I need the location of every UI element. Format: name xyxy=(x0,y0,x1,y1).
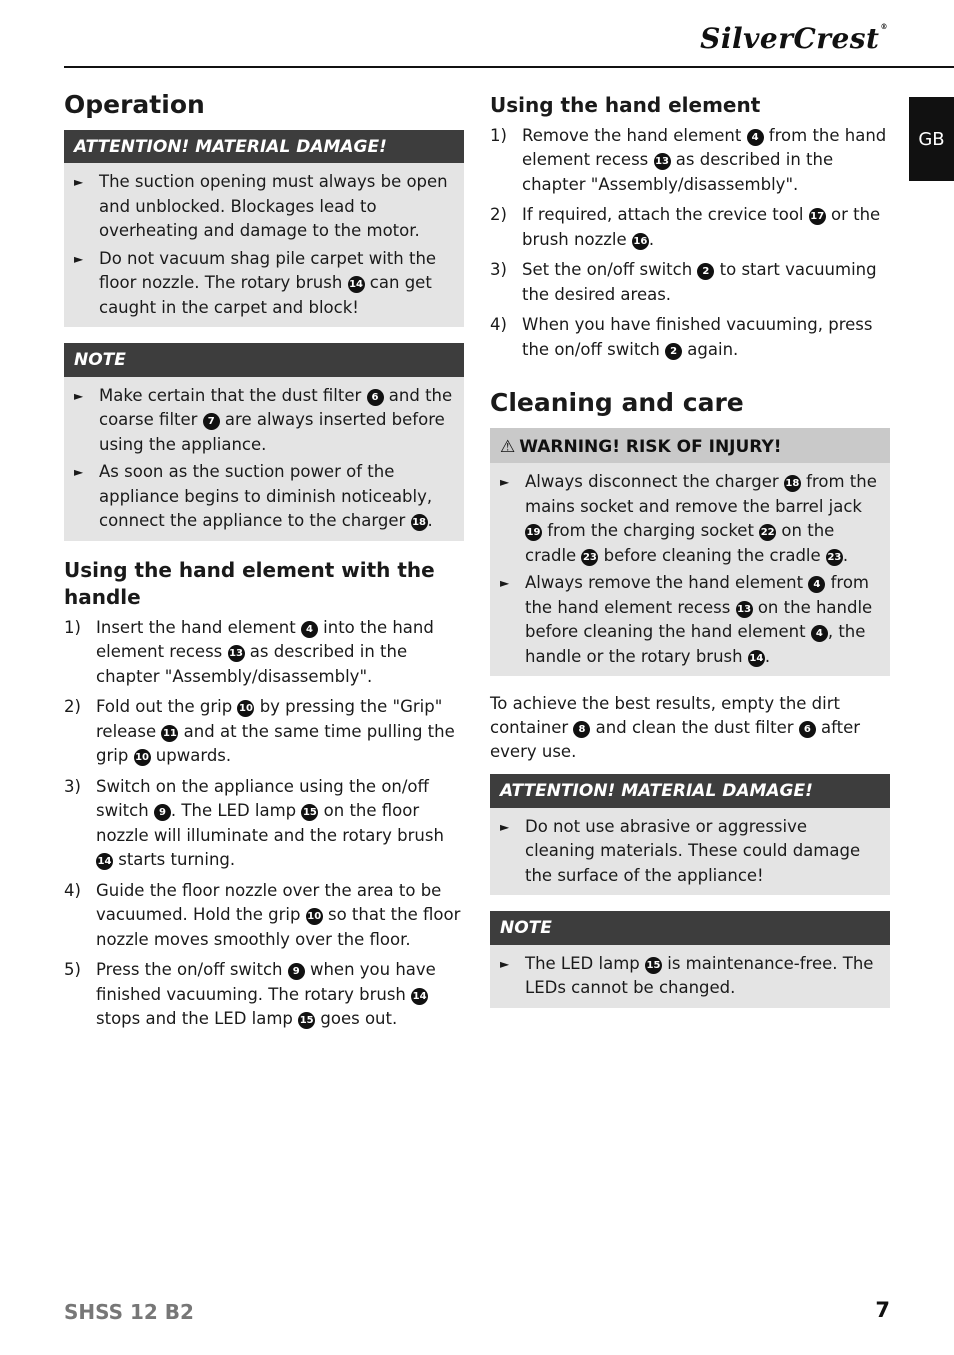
bullet-list xyxy=(64,377,464,541)
text-segment: and clean the dust filter xyxy=(590,718,799,738)
text-segment: If required, attach the crevice tool xyxy=(522,205,809,225)
callout-number-icon: 13 xyxy=(654,153,671,170)
subsection-title-handle: Using the hand element with the handle xyxy=(64,557,435,610)
step-item xyxy=(490,313,890,362)
left-column xyxy=(64,90,464,1038)
bullet-item xyxy=(500,815,882,889)
callout-number-icon: 17 xyxy=(809,208,826,225)
callout-number-icon: 16 xyxy=(632,233,649,250)
callout-number-icon: 13 xyxy=(228,645,245,662)
text-segment: The LED lamp xyxy=(525,953,645,973)
callout-number-icon: 11 xyxy=(161,725,178,742)
note-box-title: NOTE xyxy=(64,343,464,376)
text-segment: after every use. xyxy=(490,718,861,762)
attention-box-title: ATTENTION! MATERIAL DAMAGE! xyxy=(64,130,464,163)
step-number: 4) xyxy=(64,880,81,900)
registered-mark: ® xyxy=(880,22,888,31)
subsection-title-hand-element: Using the hand element xyxy=(490,93,761,117)
note-box-cleaning xyxy=(490,911,890,1007)
text-segment: . xyxy=(842,545,849,565)
bullet-arrow-icon: ► xyxy=(500,475,510,490)
text-segment: from the hand element recess xyxy=(525,573,869,617)
text-segment: . xyxy=(764,646,771,666)
bullet-arrow-icon: ► xyxy=(500,956,510,971)
bullet-item xyxy=(500,952,882,1001)
text-segment: As soon as the suction power of the appliance begins to diminish noticeably, connect the appliance to the charger xyxy=(99,462,433,531)
bullet-arrow-icon: ► xyxy=(74,465,84,480)
section-title-operation: Operation xyxy=(64,90,205,119)
callout-number-icon: 8 xyxy=(573,721,590,738)
callout-number-icon: 4 xyxy=(747,129,764,146)
text-segment: on the cradle xyxy=(525,521,835,565)
text-segment: and the coarse filter xyxy=(99,385,453,430)
text-segment: , the handle or the rotary brush xyxy=(525,622,866,666)
callout-number-icon: 10 xyxy=(306,908,323,925)
callout-number-icon: 19 xyxy=(525,524,542,541)
callout-number-icon: 10 xyxy=(237,700,254,717)
step-item xyxy=(64,879,464,953)
callout-number-icon: 23 xyxy=(826,549,843,566)
text-segment: Set the on/off switch xyxy=(522,260,698,280)
text-segment: to start vacuuming the desired areas. xyxy=(522,260,877,304)
bullet-arrow-icon: ► xyxy=(74,175,84,190)
text-segment: from the mains socket and remove the barrel jack xyxy=(525,472,877,516)
text-segment: or the brush nozzle xyxy=(522,205,881,249)
text-segment: When you have finished vacuuming, press the on/off switch xyxy=(522,315,873,359)
bullet-arrow-icon: ► xyxy=(74,251,84,266)
step-number: 1) xyxy=(490,125,507,145)
text-segment: goes out. xyxy=(315,1009,398,1029)
text-segment: when you have finished vacuuming. The rotary brush xyxy=(96,960,436,1004)
step-number: 3) xyxy=(490,260,507,280)
step-item xyxy=(490,258,890,307)
callout-number-icon: 15 xyxy=(298,1012,315,1029)
callout-number-icon: 2 xyxy=(697,263,714,280)
callout-number-icon: 6 xyxy=(799,721,816,738)
step-item xyxy=(64,775,464,873)
callout-number-icon: 4 xyxy=(808,576,825,593)
step-number: 3) xyxy=(64,776,81,796)
text-segment: as described in the chapter "Assembly/disassembly". xyxy=(522,150,834,194)
callout-number-icon: 9 xyxy=(154,804,171,821)
brand-logo xyxy=(700,22,888,55)
callout-number-icon: 4 xyxy=(301,621,318,638)
text-segment: from the charging socket xyxy=(542,521,760,541)
text-segment: To achieve the best results, empty the dirt container xyxy=(490,694,840,738)
text-segment: . The LED lamp xyxy=(170,801,302,821)
text-segment: from the hand element recess xyxy=(522,125,887,170)
text-segment: stops and the LED lamp xyxy=(96,1009,299,1029)
text-segment: by pressing the "Grip" release xyxy=(96,697,443,741)
callout-number-icon: 18 xyxy=(784,475,801,492)
brand-logo-text: SilverCrest xyxy=(700,22,880,55)
text-segment: Do not use abrasive or aggressive cleaning materials. These could damage the surface of the appliance! xyxy=(525,816,861,885)
warning-box-title xyxy=(490,428,890,463)
text-segment: and at the same time pulling the grip xyxy=(96,721,455,766)
text-segment: on the floor nozzle will illuminate and the rotary brush xyxy=(96,801,444,845)
callout-number-icon: 15 xyxy=(301,804,318,821)
step-item xyxy=(64,616,464,690)
text-segment: . xyxy=(648,229,655,249)
callout-number-icon: 14 xyxy=(96,853,113,870)
note-box-operation xyxy=(64,343,464,540)
callout-number-icon: 7 xyxy=(203,413,220,430)
step-number: 2) xyxy=(490,205,507,225)
text-segment: are always inserted before using the appliance. xyxy=(99,410,445,454)
bullet-list xyxy=(490,808,890,896)
text-segment: Make certain that the dust filter xyxy=(99,385,367,405)
bullet-item xyxy=(500,571,882,669)
text-segment: so that the floor nozzle moves smoothly over the floor. xyxy=(96,905,461,949)
attention-box-cleaning xyxy=(490,774,890,895)
text-segment: Switch on the appliance using the on/off switch xyxy=(96,776,429,821)
section-title-cleaning: Cleaning and care xyxy=(490,388,744,418)
callout-number-icon: 14 xyxy=(348,276,365,293)
callout-number-icon: 15 xyxy=(645,957,662,974)
bullet-list xyxy=(64,163,464,327)
callout-number-icon: 14 xyxy=(411,988,428,1005)
step-list xyxy=(64,616,464,1032)
callout-number-icon: 14 xyxy=(748,650,765,667)
text-segment: upwards. xyxy=(150,746,232,766)
step-number: 4) xyxy=(490,315,507,335)
text-segment: Remove the hand element xyxy=(522,125,747,145)
text-segment: Insert the hand element xyxy=(96,617,301,637)
callout-number-icon: 9 xyxy=(288,963,305,980)
warning-triangle-icon: ⚠ xyxy=(500,437,516,458)
callout-number-icon: 2 xyxy=(665,343,682,360)
bullet-item xyxy=(74,460,456,534)
text-segment: as described in the chapter "Assembly/disassembly". xyxy=(96,642,408,686)
text-segment: before cleaning the cradle xyxy=(598,545,826,565)
right-column xyxy=(490,90,890,1024)
bullet-item xyxy=(74,247,456,321)
text-segment: on the handle before cleaning the hand element xyxy=(525,597,873,642)
step-number: 5) xyxy=(64,960,81,980)
text-segment: starts turning. xyxy=(113,850,236,870)
note-box-title: NOTE xyxy=(490,911,890,944)
step-item xyxy=(490,124,890,198)
page-number: 7 xyxy=(875,1298,890,1322)
text-segment: Fold out the grip xyxy=(96,697,238,717)
text-segment: into the hand element recess xyxy=(96,617,434,662)
language-tab: GB xyxy=(909,97,954,181)
bullet-arrow-icon: ► xyxy=(500,819,510,834)
callout-number-icon: 13 xyxy=(736,601,753,618)
text-segment: again. xyxy=(682,339,739,359)
text-segment: Always remove the hand element xyxy=(525,573,809,593)
step-item xyxy=(64,695,464,769)
callout-number-icon: 22 xyxy=(759,524,776,541)
bullet-arrow-icon: ► xyxy=(500,576,510,591)
step-item xyxy=(64,958,464,1032)
warning-box-title-text: WARNING! RISK OF INJURY! xyxy=(519,437,782,458)
step-number: 2) xyxy=(64,697,81,717)
text-segment: Always disconnect the charger xyxy=(525,472,784,492)
callout-number-icon: 23 xyxy=(581,549,598,566)
bullet-item xyxy=(74,384,456,458)
callout-number-icon: 6 xyxy=(367,389,384,406)
callout-number-icon: 4 xyxy=(811,625,828,642)
callout-number-icon: 10 xyxy=(134,749,151,766)
text-segment: . xyxy=(427,511,433,531)
text-segment: Do not vacuum shag pile carpet with the floor nozzle. The rotary brush xyxy=(99,248,437,293)
text-segment: can get caught in the carpet and block! xyxy=(99,273,432,317)
step-number: 1) xyxy=(64,617,81,637)
attention-box-title: ATTENTION! MATERIAL DAMAGE! xyxy=(490,774,890,807)
cleaning-paragraph xyxy=(490,692,890,764)
text-segment: is maintenance-free. The LEDs cannot be changed. xyxy=(525,953,874,998)
bullet-list xyxy=(490,945,890,1008)
text-segment: The suction opening must always be open and unblocked. Blockages lead to overheating and damage to the motor. xyxy=(99,172,448,241)
bullet-list xyxy=(490,463,890,676)
callout-number-icon: 18 xyxy=(411,514,428,531)
warning-box-cleaning xyxy=(490,428,890,676)
attention-box-operation xyxy=(64,130,464,327)
bullet-arrow-icon: ► xyxy=(74,388,84,403)
bullet-item xyxy=(74,170,456,244)
bullet-item xyxy=(500,470,882,568)
text-segment: Guide the floor nozzle over the area to be vacuumed. Hold the grip xyxy=(96,880,442,925)
step-item xyxy=(490,203,890,252)
footer-model: SHSS 12 B2 xyxy=(64,1300,194,1324)
text-segment: Press the on/off switch xyxy=(96,960,288,980)
step-list xyxy=(490,124,890,363)
header-rule xyxy=(64,66,954,68)
